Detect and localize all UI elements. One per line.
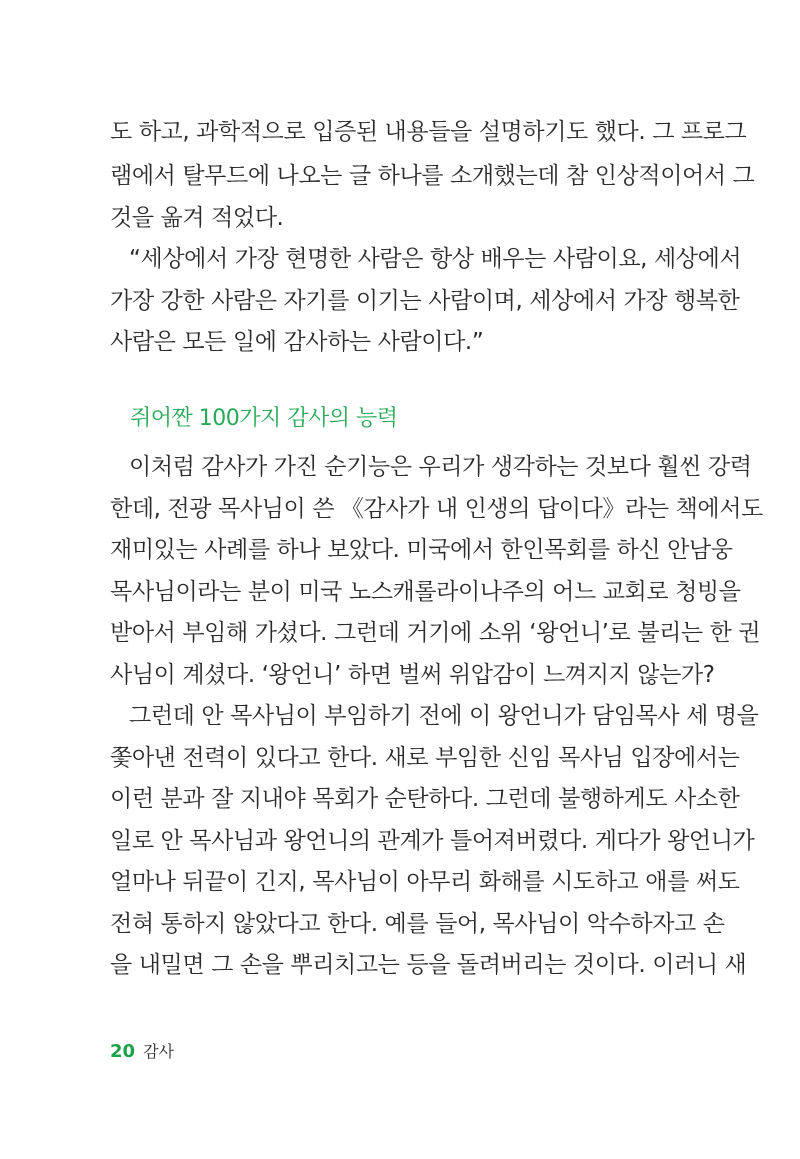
- quote-line: 가장 강한 사람은 자기를 이기는 사람이며, 세상에서 가장 행복한: [110, 288, 740, 314]
- running-title: 감사: [143, 1042, 174, 1061]
- paragraph-line: 목사님이라는 분이 미국 노스캐롤라이나주의 어느 교회로 청빙을: [110, 579, 741, 605]
- paragraph-line: 램에서 탈무드에 나오는 글 하나를 소개했는데 참 인상적이어서 그: [110, 163, 755, 189]
- paragraph-line: 전혀 통하지 않았다고 한다. 예를 들어, 목사님이 악수하자고 손: [110, 911, 725, 937]
- paragraph-line: 한데, 전광 목사님이 쓴 《감사가 내 인생의 답이다》라는 책에서도: [110, 496, 763, 522]
- paragraph-line: 이처럼 감사가 가진 순기능은 우리가 생각하는 것보다 훨씬 강력: [129, 454, 752, 480]
- paragraph-line: 사님이 계셨다. ‘왕언니’ 하면 벌써 위압감이 느껴지지 않는가?: [110, 662, 715, 688]
- paragraph-line: 재미있는 사례를 하나 보았다. 미국에서 한인목회를 하신 안남웅: [110, 537, 733, 563]
- section-heading: 쥐어짠 100가지 감사의 능력: [130, 406, 398, 431]
- paragraph-line: 일로 안 목사님과 왕언니의 관계가 틀어져버렸다. 게다가 왕언니가: [110, 828, 755, 854]
- paragraph-line: 얼마나 뒤끝이 긴지, 목사님이 아무리 화해를 시도하고 애를 써도: [110, 869, 740, 895]
- page-number: 20: [110, 1041, 136, 1062]
- paragraph-line: 쫓아낸 전력이 있다고 한다. 새로 부임한 신임 목사님 입장에서는: [110, 745, 740, 771]
- paragraph-line: 이런 분과 잘 지내야 목회가 순탄하다. 그런데 불행하게도 사소한: [110, 786, 740, 812]
- paragraph-line: 그런데 안 목사님이 부임하기 전에 이 왕언니가 담임목사 세 명을: [129, 703, 759, 729]
- quote-line: 사람은 모든 일에 감사하는 사람이다.”: [110, 329, 484, 355]
- paragraph-line: 받아서 부임해 가셨다. 그런데 거기에 소위 ‘왕언니’로 불리는 한 권: [110, 620, 761, 646]
- paragraph-line: 을 내밀면 그 손을 뿌리치고는 등을 돌려버리는 것이다. 이러니 새: [110, 952, 747, 978]
- page-footer: [110, 1040, 174, 1064]
- paragraph-line: 것을 옮겨 적었다.: [110, 205, 284, 231]
- quote-line: “세상에서 가장 현명한 사람은 항상 배우는 사람이요, 세상에서: [129, 246, 742, 272]
- paragraph-line: 도 하고, 과학적으로 입증된 내용들을 설명하기도 했다. 그 프로그: [110, 119, 747, 145]
